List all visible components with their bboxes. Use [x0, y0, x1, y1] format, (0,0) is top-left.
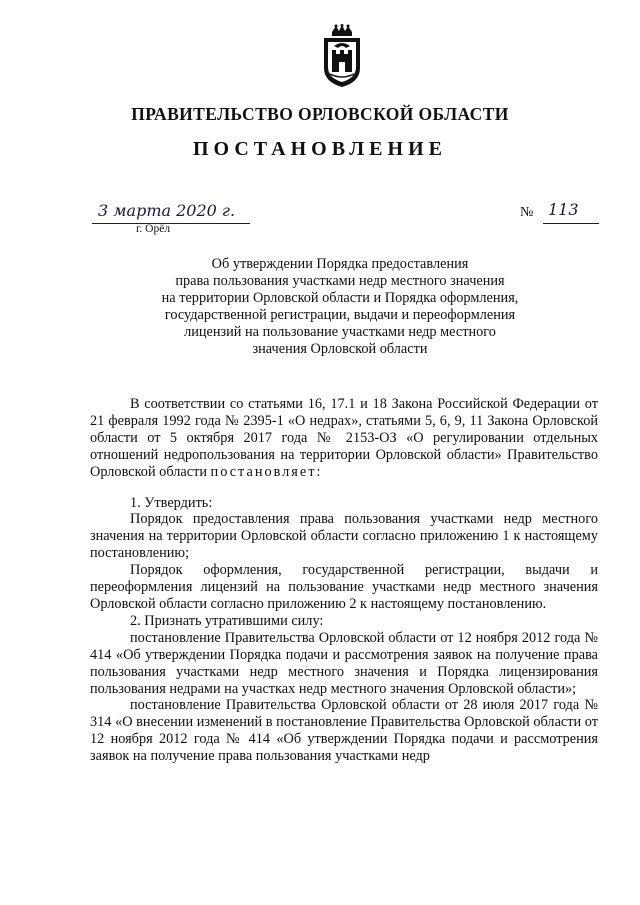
city-label: г. Орёл	[136, 223, 171, 235]
item-2-b: постановление Правительства Орловской области от 28 июля 2017 года № 314 «О внесении изменений в постановление Правительства Орловской области от 12 ноября 2012 года № 414 «Об утверждении Порядка подачи и рассмотрения заявок на получение права пользования участками недр	[90, 697, 598, 765]
organization-title: ПРАВИТЕЛЬСТВО ОРЛОВСКОЙ ОБЛАСТИ	[131, 104, 509, 124]
subject-line: значения Орловской области	[252, 340, 428, 357]
document-subject	[110, 256, 570, 357]
preamble-text: В соответствии со статьями 16, 17.1 и 18 Закона Российской Федерации от 21 февраля 1992 года № 2395-1 «О недрах», статьями 5, 6, 9, 11 Закона Орловской области от 5 октября 2017 года № 2153-ОЗ «О регулировании отдельных отношений недропользования на территории Орловской области» Правительство Орловской области	[90, 396, 598, 480]
document-type-title: ПОСТАНОВЛЕНИЕ	[193, 138, 447, 160]
document-date: 3 марта 2020 г.	[98, 201, 236, 220]
item-1-a: Порядок предоставления права пользования участками недр местного значения на территории Орловской области согласно приложению 1 к настоящему постановлению;	[90, 511, 598, 562]
document-number: 113	[548, 200, 579, 219]
item-1-b: Порядок оформления, государственной регистрации, выдачи и переоформления лицензий на пользование участками недр местного значения Орловской области согласно приложению 2 к настоящему постановлению.	[90, 562, 598, 612]
subject-line: Об утверждении Порядка предоставления	[211, 256, 469, 272]
subject-line: лицензий на пользование участками недр местного	[184, 323, 496, 340]
number-label: №	[520, 205, 534, 220]
item-1-heading: 1. Утвердить:	[130, 494, 213, 511]
item-2-heading: 2. Признать утратившими силу:	[130, 612, 324, 629]
subject-line: на территории Орловской области и Порядка оформления,	[161, 289, 519, 306]
resolves-word: постановляет:	[210, 463, 323, 480]
preamble-paragraph	[90, 396, 598, 481]
item-2-a: постановление Правительства Орловской области от 12 ноября 2012 года № 414 «Об утверждении Порядка подачи и рассмотрения заявок на получение права пользования участками недр местного значения и Порядка лицензирования пользования недрами на участках недр местного значения Орловской области»;	[90, 629, 598, 697]
coat-of-arms-icon	[318, 24, 366, 88]
document-body	[90, 396, 598, 765]
subject-line: государственной регистрации, выдачи и переоформления	[164, 306, 516, 323]
subject-line: права пользования участками недр местного значения	[175, 272, 505, 289]
